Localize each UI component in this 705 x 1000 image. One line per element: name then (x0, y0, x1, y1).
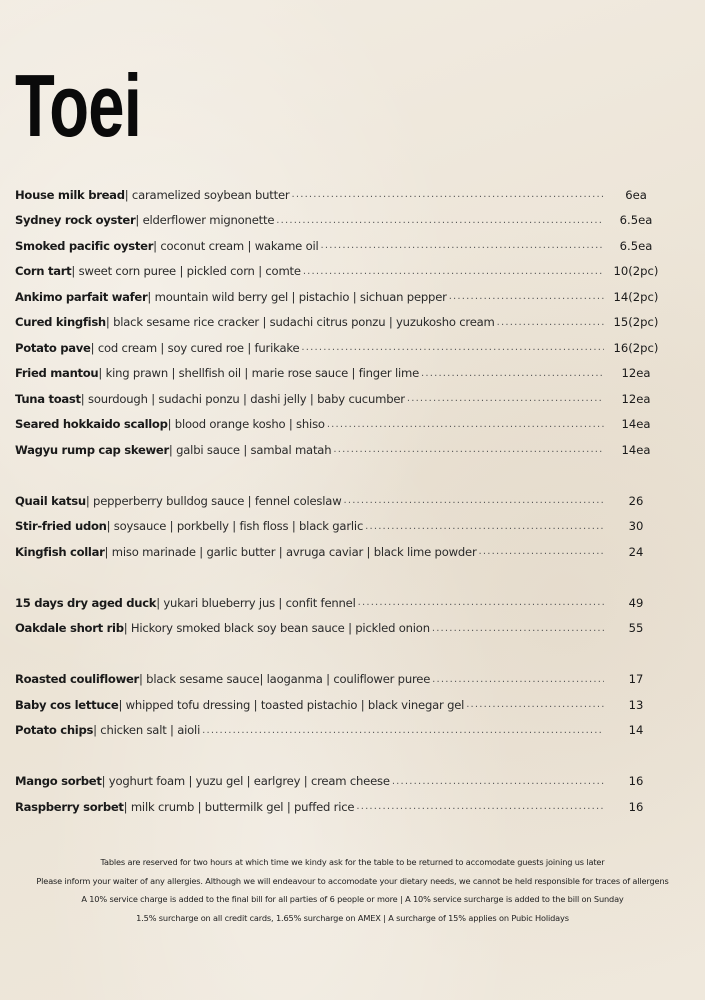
dish-price: 30 (628, 519, 644, 534)
dot-leader (365, 521, 604, 532)
dish-description: | black sesame sauce| laoganma | couliflower puree (138, 672, 431, 687)
dot-leader (301, 342, 604, 353)
dish-description: | soysauce | porkbelly | fish floss | black garlic (106, 519, 364, 534)
dish-name: Potato chips (15, 723, 94, 738)
dish-description: | mountain wild berry gel | pistachio | sichuan pepper (147, 289, 447, 304)
dish-price: 14ea (621, 417, 651, 432)
menu-item (15, 692, 660, 718)
dish-price: 14(2pc) (613, 289, 659, 304)
dish-name: Corn tart (15, 264, 72, 279)
menu-item (15, 182, 660, 208)
dish-description: | cod cream | soy cured roe | furikake (90, 340, 300, 355)
dish-name: Potato pave (15, 340, 91, 355)
dish-name: Quail katsu (15, 493, 86, 508)
menu-item (15, 310, 660, 336)
dish-price: 16(2pc) (613, 340, 659, 355)
menu-item (15, 616, 660, 642)
menu-item (15, 590, 660, 616)
dish-description: | blood orange kosho | shiso (167, 417, 325, 432)
menu-item (15, 259, 660, 285)
dot-leader (466, 699, 604, 710)
dish-name: Cured kingfish (15, 315, 106, 330)
dish-name: Kingfish collar (15, 544, 105, 559)
dish-price: 49 (628, 595, 644, 610)
dish-name: Sydney rock oyster (15, 213, 136, 228)
dot-leader (497, 317, 604, 328)
dot-leader (358, 597, 604, 608)
dot-leader (292, 189, 605, 200)
dish-description: | caramelized soybean butter (124, 187, 290, 202)
dish-price: 14ea (621, 442, 651, 457)
dish-name: Fried mantou (15, 366, 99, 381)
dot-leader (449, 291, 604, 302)
dish-price: 16 (628, 774, 644, 789)
dish-description: | sweet corn puree | pickled corn | comte (71, 264, 301, 279)
menu-item (15, 514, 660, 540)
dish-name: Baby cos lettuce (15, 697, 119, 712)
menu-section (15, 488, 660, 565)
menu-section (15, 590, 660, 641)
footer-note: Tables are reserved for two hours at which time we kindy ask for the table to be returned to accomodate guests joining us later (100, 857, 605, 867)
dish-name: Ankimo parfait wafer (15, 289, 148, 304)
dish-description: | coconut cream | wakame oil (153, 238, 319, 253)
dish-name: 15 days dry aged duck (15, 595, 157, 610)
dish-name: Oakdale short rib (15, 621, 124, 636)
dish-price: 6.5ea (619, 238, 653, 253)
menu-item (15, 335, 660, 361)
dish-name: Seared hokkaido scallop (15, 417, 168, 432)
dish-price: 12ea (621, 366, 651, 381)
menu-section (15, 182, 660, 463)
menu-item (15, 208, 660, 234)
dish-name: Tuna toast (15, 391, 81, 406)
dish-description: | king prawn | shellfish oil | marie rose sauce | finger lime (98, 366, 420, 381)
dish-description: | pepperberry bulldog sauce | fennel coleslaw (85, 493, 342, 508)
menu-item (15, 769, 660, 795)
dish-description: | black sesame rice cracker | sudachi citrus ponzu | yuzukosho cream (105, 315, 495, 330)
dot-leader (407, 393, 604, 404)
dish-name: Mango sorbet (15, 774, 102, 789)
dot-leader (276, 215, 604, 226)
dish-price: 17 (628, 672, 644, 687)
dish-description: | chicken salt | aioli (93, 723, 201, 738)
dot-leader (356, 801, 604, 812)
dish-description: | milk crumb | buttermilk gel | puffed rice (123, 799, 355, 814)
dot-leader (303, 266, 604, 277)
menu-item (15, 667, 660, 693)
dish-price: 24 (628, 544, 644, 559)
footer-notes (0, 853, 705, 927)
dish-name: Roasted couliflower (15, 672, 139, 687)
dish-name: Raspberry sorbet (15, 799, 124, 814)
dish-price: 26 (628, 493, 644, 508)
dish-price: 6.5ea (619, 213, 653, 228)
dish-description: | yukari blueberry jus | confit fennel (156, 595, 356, 610)
footer-note: Please inform your waiter of any allergies. Although we will endeavour to accomodate your dietary needs, we cannot be held responsible for traces of allergens (36, 875, 669, 886)
dot-leader (321, 240, 604, 251)
menu-section (15, 667, 660, 744)
dish-description: | Hickory smoked black soy bean sauce | pickled onion (123, 621, 430, 636)
menu-item (15, 386, 660, 412)
restaurant-title: Toei (15, 56, 142, 155)
dot-leader (333, 444, 604, 455)
menu-list (15, 182, 660, 845)
dish-name: House milk bread (15, 187, 125, 202)
dot-leader (421, 368, 604, 379)
menu-item (15, 412, 660, 438)
menu-item (15, 437, 660, 463)
menu-item (15, 488, 660, 514)
dish-price: 55 (628, 621, 644, 636)
dish-description: | elderflower mignonette (135, 213, 275, 228)
dish-name: Smoked pacific oyster (15, 238, 154, 253)
dish-description: | galbi sauce | sambal matah (168, 442, 332, 457)
menu-item (15, 233, 660, 259)
dish-name: Wagyu rump cap skewer (15, 442, 169, 457)
menu-section (15, 769, 660, 820)
menu-item (15, 539, 660, 565)
dish-price: 13 (628, 697, 644, 712)
dish-description: | sourdough | sudachi ponzu | dashi jelly | baby cucumber (80, 391, 405, 406)
dish-price: 16 (628, 799, 644, 814)
dish-description: | miso marinade | garlic butter | avruga caviar | black lime powder (104, 544, 477, 559)
menu-item (15, 361, 660, 387)
dot-leader (343, 495, 604, 506)
dish-description: | yoghurt foam | yuzu gel | earlgrey | cream cheese (101, 774, 390, 789)
dish-price: 14 (628, 723, 644, 738)
dot-leader (432, 674, 604, 685)
dot-leader (202, 725, 604, 736)
menu-item (15, 794, 660, 820)
dish-price: 10(2pc) (613, 264, 659, 279)
dish-price: 6ea (625, 187, 647, 202)
dot-leader (432, 623, 604, 634)
dish-description: | whipped tofu dressing | toasted pistachio | black vinegar gel (118, 697, 465, 712)
dish-name: Stir-fried udon (15, 519, 107, 534)
menu-item (15, 284, 660, 310)
footer-note: 1.5% surcharge on all credit cards, 1.65% surcharge on AMEX | A surcharge of 15% applies on Pubic Holidays (136, 912, 569, 923)
dot-leader (327, 419, 604, 430)
footer-note: A 10% service charge is added to the final bill for all parties of 6 people or more | A 10% service surcharge is added to the bill on Sunday (81, 894, 624, 904)
dish-price: 12ea (621, 391, 651, 406)
dot-leader (479, 546, 604, 557)
dot-leader (392, 776, 604, 787)
dish-price: 15(2pc) (613, 315, 659, 330)
menu-item (15, 718, 660, 744)
